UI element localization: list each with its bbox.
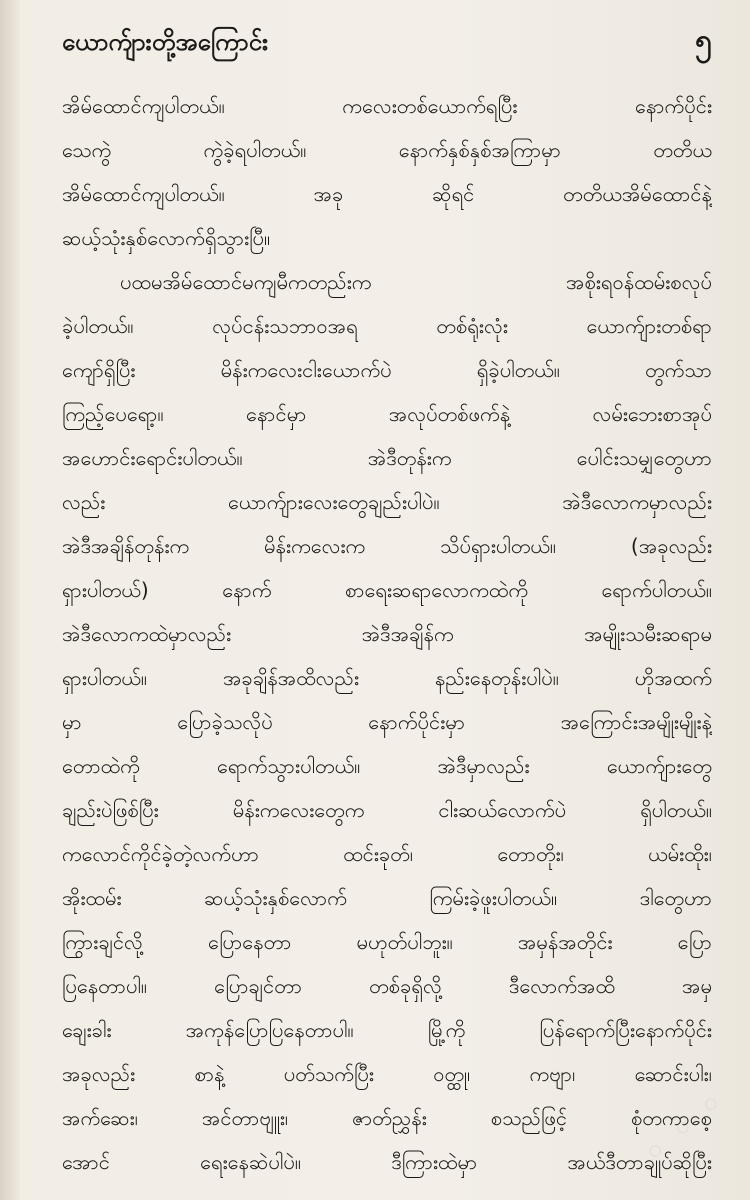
text-line: သေကွဲ ကွဲခဲ့ရပါတယ်။ နောက်နှစ်နှစ်အကြာမှာ တတိယ: [62, 138, 712, 162]
page-number: ၅: [695, 23, 712, 58]
paragraph-first-line: ပထမအိမ်ထောင်မကျမီကတည်းက အစိုးရဝန်ထမ်းစလုပ်: [120, 270, 712, 294]
page-header: [62, 20, 712, 72]
text-line: အောင် ရေးနေဆဲပါပဲ။ ဒီကြားထဲမှာ အယ်ဒီတာချုပ်ဆိုပြီး: [62, 1150, 712, 1174]
text-line: တောထဲကို ရောက်သွားပါတယ်။ အဲဒီမှာလည်း ယောက်ျားတွေ: [62, 754, 712, 778]
text-line: ကြည့်ပေရော့။ နောင်မှာ အလုပ်တစ်ဖက်နဲ့ လမ်းဘေးစာအုပ်: [62, 402, 712, 426]
body-text: [62, 84, 712, 1184]
text-line: ကြွားချင်လို့ ပြောနေတာ မဟုတ်ပါဘူး။ အမှန်အတိုင်း ပြော: [62, 930, 712, 954]
text-line: အခုလည်း စာနဲ့ ပတ်သက်ပြီး ဝတ္ထု၊ ကဗျာ၊ ဆောင်းပါး၊: [62, 1062, 712, 1086]
text-line: ချေးခါး အကုန်ပြောပြနေတာပါ။ မြို့ကို ပြန်ရောက်ပြီးနောက်ပိုင်း: [62, 1018, 712, 1042]
text-line: ခဲ့ပါတယ်။ လုပ်ငန်းသဘာဝအရ တစ်ရုံးလုံး ယောက်ျားတစ်ရာ: [62, 314, 712, 338]
text-line: ပြနေတာပါ။ ပြောချင်တာ တစ်ခုရှိလို့ ဒီလောက်အထိ အမှ: [62, 974, 712, 998]
watermark-mark: ◦ ◦ ◦: [632, 1080, 736, 1178]
page-gutter: [0, 0, 20, 1200]
text-line: လည်း ယောက်ျားလေးတွေချည်းပါပဲ။ အဲဒီလောကမှာလည်း: [62, 490, 712, 514]
text-line: ဆယ့်သုံးနှစ်လောက်ရှိသွားပြီ။: [62, 226, 271, 250]
text-line: မှာ ပြောခဲ့သလိုပဲ နောက်ပိုင်းမှာ အကြောင်းအမျိုးမျိုးနဲ့: [62, 710, 712, 734]
text-line: ချည်းပဲဖြစ်ပြီး မိန်းကလေးတွေက ငါးဆယ်လောက်ပဲ ရှိပါတယ်။: [62, 798, 712, 822]
text-line: အဲဒီအချိန်တုန်းက မိန်းကလေးက သိပ်ရှားပါတယ်။ (အခုလည်း: [62, 534, 712, 558]
text-line: ကလောင်ကိုင်ခဲ့တဲ့လက်ဟာ ထင်းခုတ်၊ တောတိုး၊ ယမ်းထိုး၊: [62, 842, 712, 866]
text-line: အိုးထမ်း ဆယ့်သုံးနှစ်လောက် ကြမ်းခဲ့ဖူးပါတယ်။ ဒါတွေဟာ: [62, 886, 712, 910]
text-line: အဟောင်းရောင်းပါတယ်။ အဲဒီတုန်းက ပေါင်းသမျှတွေဟာ: [62, 446, 712, 470]
text-line: ကျော်ရှိပြီး မိန်းကလေးငါးယောက်ပဲ ရှိခဲ့ပါတယ်။ တွက်သာ: [62, 358, 712, 382]
text-line: အဲဒီလောကထဲမှာလည်း အဲဒီအချိန်က အမျိုးသမီးဆရာမ: [62, 622, 712, 646]
text-line: ရှားပါတယ်။ အခုချိန်အထိလည်း နည်းနေတုန်းပါပဲ။ ဟိုအထက်: [62, 666, 712, 690]
text-line: အက်ဆေး၊ အင်တာဗျူး၊ ဇာတ်ညွှန်း စသည်ဖြင့် စုံတကာစေ့: [62, 1106, 712, 1130]
text-line: အိမ်ထောင်ကျပါတယ်။ ကလေးတစ်ယောက်ရပြီး နောက်ပိုင်း: [62, 94, 712, 118]
text-line: ရှားပါတယ်) နောက် စာရေးဆရာလောကထဲကို ရောက်ပါတယ်။: [62, 578, 712, 602]
running-title: ယောက်ျားတို့အကြောင်း: [62, 28, 269, 56]
text-line: အိမ်ထောင်ကျပါတယ်။ အခု ဆိုရင် တတိယအိမ်ထောင်နဲ့: [62, 182, 712, 206]
